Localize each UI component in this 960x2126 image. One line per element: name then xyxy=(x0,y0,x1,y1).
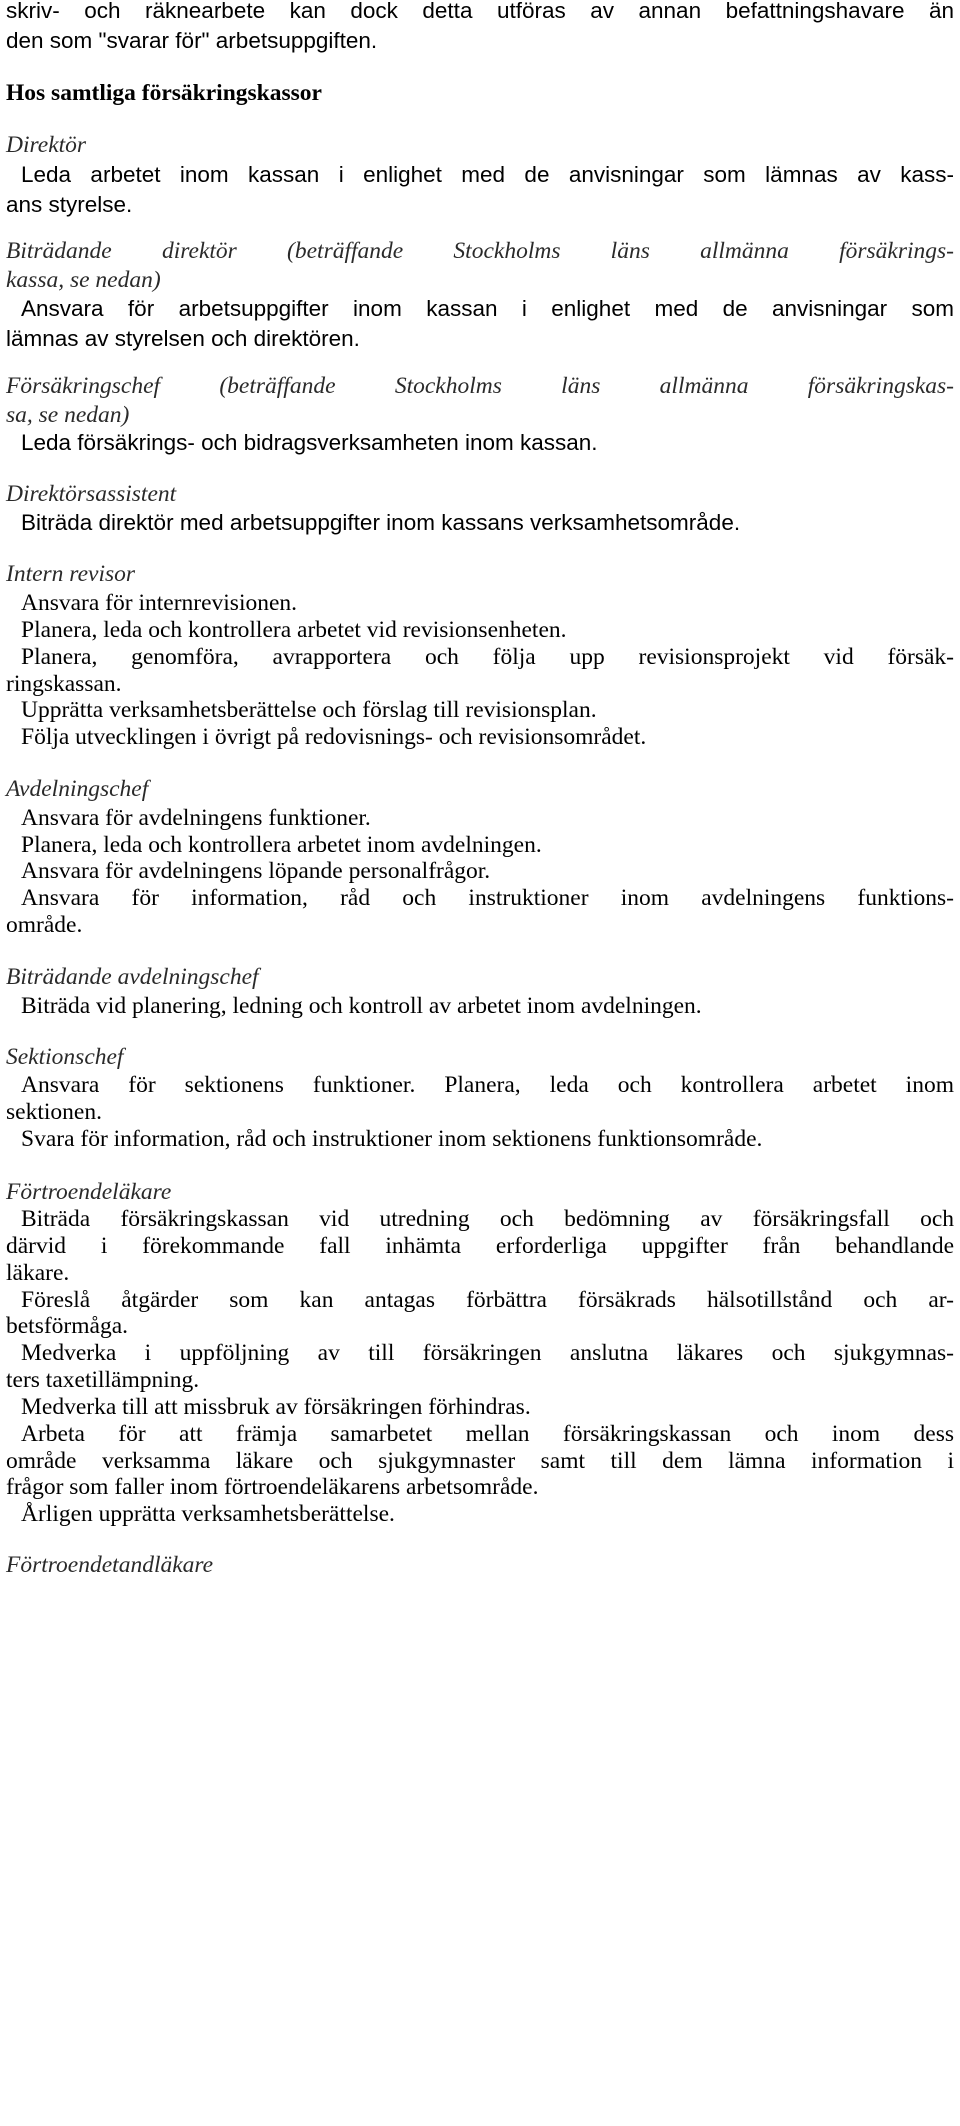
role-description: Årligen upprätta verksamhetsberättelse. xyxy=(21,1501,395,1527)
role-description: Upprätta verksamhetsberättelse och förslag till revisionsplan. xyxy=(21,697,597,723)
role-description: Planera, leda och kontrollera arbetet vid revisionsenheten. xyxy=(21,617,567,643)
role-title: Direktör xyxy=(6,132,87,158)
role-description: Ansvara för avdelningens löpande personalfrågor. xyxy=(21,858,491,884)
intro-line: den som "svarar för" arbetsuppgiften. xyxy=(6,28,378,53)
role-description: Leda försäkrings- och bidragsverksamheten inom kassan. xyxy=(21,430,598,455)
role-description: Ansvara för arbetsuppgifter inom kassan i enlighet med de anvisningar som xyxy=(21,296,954,321)
role-title: Försäkringschef (beträffande Stockholms läns allmänna försäkringskas- xyxy=(6,373,954,399)
role-description: Biträda vid planering, ledning och kontroll av arbetet inom avdelningen. xyxy=(21,993,702,1019)
role-description: Biträda direktör med arbetsuppgifter inom kassans verksamhetsområde. xyxy=(21,510,741,535)
role-description: område. xyxy=(6,912,83,938)
role-description: Medverka i uppföljning av till försäkringen anslutna läkares och sjukgymnas- xyxy=(21,1340,954,1366)
role-description: betsförmåga. xyxy=(6,1313,129,1339)
intro-line: skriv- och räknearbete kan dock detta utföras av annan befattningshavare än xyxy=(6,0,954,23)
role-description: Leda arbetet inom kassan i enlighet med de anvisningar som lämnas av kass- xyxy=(21,162,954,187)
role-title: Avdelningschef xyxy=(6,776,149,802)
role-description: frågor som faller inom förtroendeläkarens arbetsområde. xyxy=(6,1474,539,1500)
role-description: Ansvara för avdelningens funktioner. xyxy=(21,805,371,831)
section-heading: Hos samtliga försäkringskassor xyxy=(6,80,322,106)
role-description: Arbeta för att främja samarbetet mellan försäkringskassan och inom dess xyxy=(21,1421,954,1447)
role-title: sa, se nedan) xyxy=(6,402,130,428)
role-description: sektionen. xyxy=(6,1099,102,1125)
role-description: läkare. xyxy=(6,1260,70,1286)
role-description: Följa utvecklingen i övrigt på redovisnings- och revisionsområdet. xyxy=(21,724,647,750)
role-description: Ansvara för information, råd och instruktioner inom avdelningens funktions- xyxy=(21,885,954,911)
role-title: Direktörsassistent xyxy=(6,481,177,507)
role-description: Planera, genomföra, avrapportera och följa upp revisionsprojekt vid försäk- xyxy=(21,644,954,670)
role-description: Biträda försäkringskassan vid utredning och bedömning av försäkringsfall och xyxy=(21,1206,954,1232)
role-description: område verksamma läkare och sjukgymnaster samt till dem lämna information i xyxy=(6,1448,954,1474)
role-title: Biträdande direktör (beträffande Stockholms läns allmänna försäkrings- xyxy=(6,238,954,264)
role-description: lämnas av styrelsen och direktören. xyxy=(6,326,360,351)
role-description: Medverka till att missbruk av försäkringen förhindras. xyxy=(21,1394,531,1420)
role-description: Föreslå åtgärder som kan antagas förbättra försäkrads hälsotillstånd och ar- xyxy=(21,1287,954,1313)
role-title: Sektionschef xyxy=(6,1044,124,1070)
role-title: Förtroendetandläkare xyxy=(6,1552,214,1578)
role-description: Ansvara för internrevisionen. xyxy=(21,590,298,616)
role-description: ans styrelse. xyxy=(6,192,133,217)
role-description: Svara för information, råd och instruktioner inom sektionens funktionsområde. xyxy=(21,1126,763,1152)
role-description: Ansvara för sektionens funktioner. Planera, leda och kontrollera arbetet inom xyxy=(21,1072,954,1098)
role-title: Intern revisor xyxy=(6,561,136,587)
role-description: ters taxetillämpning. xyxy=(6,1367,200,1393)
role-description: därvid i förekommande fall inhämta erforderliga uppgifter från behandlande xyxy=(6,1233,954,1259)
role-title: Förtroendeläkare xyxy=(6,1179,172,1205)
role-title: kassa, se nedan) xyxy=(6,267,161,293)
role-title: Biträdande avdelningschef xyxy=(6,964,259,990)
role-description: Planera, leda och kontrollera arbetet inom avdelningen. xyxy=(21,832,542,858)
role-description: ringskassan. xyxy=(6,671,122,697)
